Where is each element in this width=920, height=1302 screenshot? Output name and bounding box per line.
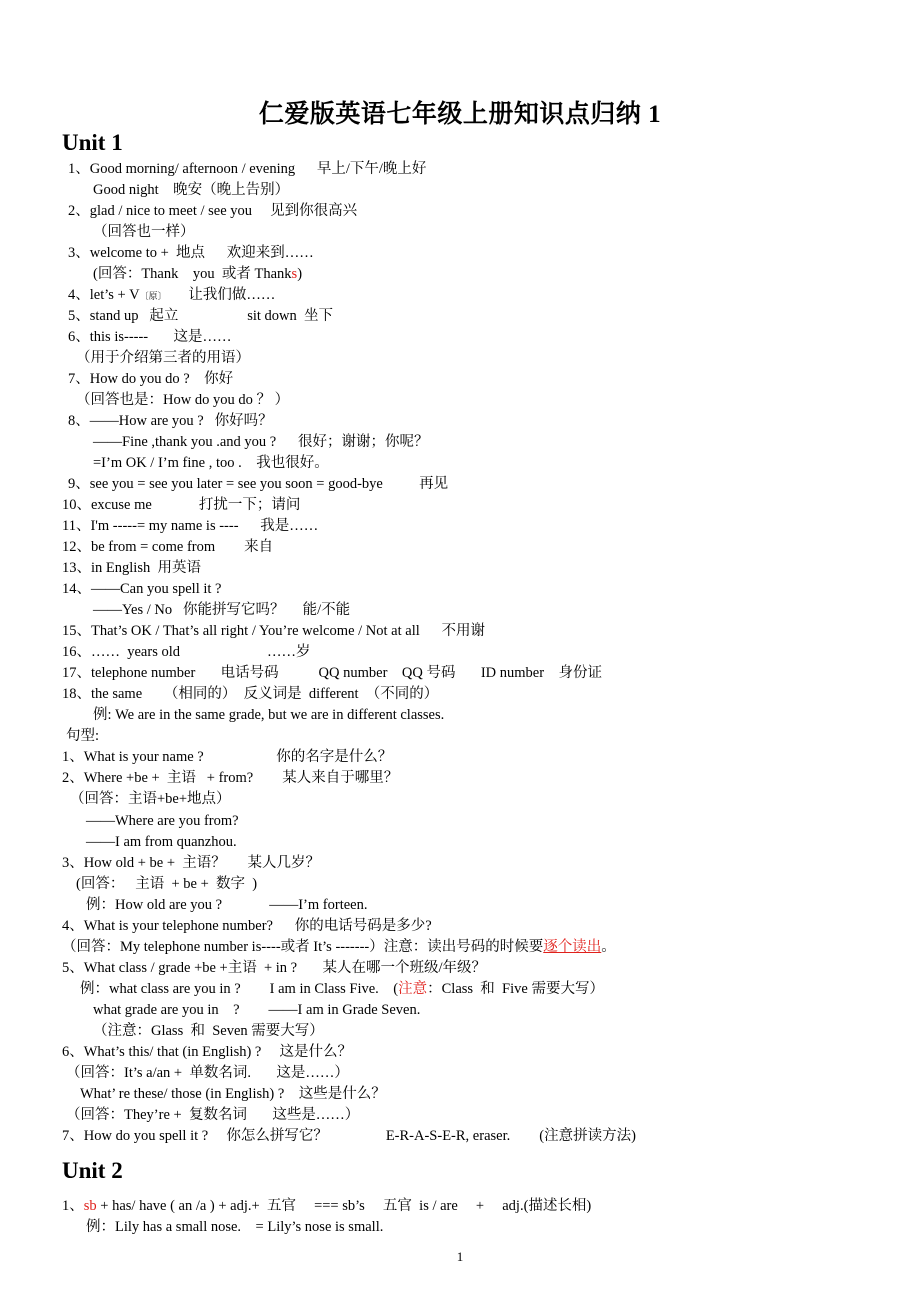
text-run: (回答：Thank you 或者 Thank xyxy=(93,266,292,282)
text-line: 4、What is your telephone number? 你的电话号码是多少? xyxy=(62,918,432,934)
text-line: 3、How old + be + 主语？ 某人几岁？ xyxy=(62,855,321,871)
text-line: 6、this is----- 这是…… xyxy=(68,329,232,345)
text-run: ) xyxy=(297,266,303,282)
highlighted-text: 逐个读出 xyxy=(543,939,602,955)
example-line: 例：How old are you ? ——I’m forteen. xyxy=(86,897,368,913)
text-line: what grade are you in ? ——I am in Grade Seven. xyxy=(93,1002,421,1018)
unit1-heading: Unit 1 xyxy=(62,130,123,155)
highlighted-text: sb xyxy=(83,1198,97,1214)
text-line: （回答：They’re + 复数名词 这些是……） xyxy=(66,1107,360,1123)
text-line: 2、Where +be + 主语 + from? 某人来自于哪里？ xyxy=(62,770,399,786)
text-line: （回答：主语+be+地点） xyxy=(70,791,231,807)
text-line: ——I am from quanzhou. xyxy=(86,834,237,850)
text-run: 4、let’s + V xyxy=(68,287,140,303)
text-run: 1、 xyxy=(62,1198,84,1214)
text-line: What’ re these/ those (in English) ? 这些是什么？ xyxy=(80,1086,386,1102)
text-line: =I’m OK / I’m fine , too . 我也很好。 xyxy=(93,455,329,471)
text-line: 12、be from = come from 来自 xyxy=(62,539,274,555)
text-line: ——Where are you from? xyxy=(86,813,239,829)
text-line: 2、glad / nice to meet / see you 见到你很高兴 xyxy=(68,203,358,219)
text-line: 13、in English 用英语 xyxy=(62,560,201,576)
text-run: 让我们做…… xyxy=(166,287,276,303)
text-line: Good night 晚安（晚上告别） xyxy=(93,182,290,198)
text-line: 17、telephone number 电话号码 QQ number QQ 号码 ID number 身份证 xyxy=(62,665,603,681)
highlighted-text: s xyxy=(291,266,298,282)
page-title: 仁爱版英语七年级上册知识点归纳 1 xyxy=(258,101,662,128)
text-line: （回答也一样） xyxy=(93,224,195,240)
text-line: 5、What class / grade +be +主语 + in ? 某人在哪一个班级/年级？ xyxy=(62,960,487,976)
subscript-note: 〔原〕 xyxy=(139,291,167,301)
text-line: 9、see you = see you later = see you soon = good-bye 再见 xyxy=(68,476,449,492)
text-line: 15、That’s OK / That’s all right / You’re welcome / Not at all 不用谢 xyxy=(62,623,485,639)
text-line xyxy=(93,264,302,284)
text-line xyxy=(62,937,616,957)
text-run: 例：what class are you in ? I am in Class Five. ( xyxy=(80,981,399,997)
text-line: 14、——Can you spell it ? xyxy=(62,581,222,597)
text-run: ：Class 和 Five 需要大写） xyxy=(427,981,604,997)
text-line: (回答： 主语 + be + 数字 ) xyxy=(76,876,258,892)
text-run: + has/ have ( an /a ) + adj.+ 五官 === sb’s 五官 is / are + adj.(描述长相) xyxy=(96,1198,592,1214)
example-line xyxy=(80,979,604,999)
text-line: 6、What’s this/ that (in English) ? 这是什么？ xyxy=(62,1044,352,1060)
unit2-heading: Unit 2 xyxy=(62,1158,123,1183)
text-line: （回答也是：How do you do ？ ） xyxy=(76,392,290,408)
text-line: ——Fine ,thank you .and you ? 很好；谢谢；你呢？ xyxy=(93,434,429,450)
text-line: 10、excuse me 打扰一下；请问 xyxy=(62,497,301,513)
text-line: 11、I'm -----= my name is ---- 我是…… xyxy=(62,518,319,534)
text-line: 18、the same （相同的） 反义词是 different （不同的） xyxy=(62,686,439,702)
text-line: 7、How do you do ? 你好 xyxy=(68,371,234,387)
example-line: 例: We are in the same grade, but we are in different classes. xyxy=(93,707,445,723)
text-line: 1、What is your name ? 你的名字是什么？ xyxy=(62,749,393,765)
text-line: 7、How do you spell it ? 你怎么拼写它？ E-R-A-S-E-R, eraser. (注意拼读方法) xyxy=(62,1128,636,1144)
text-line: （用于介绍第三者的用语） xyxy=(76,350,250,366)
section-label: 句型: xyxy=(66,728,100,744)
text-line: 1、Good morning/ afternoon / evening 早上/下午/晚上好 xyxy=(68,161,427,177)
text-line: （回答：It’s a/an + 单数名词. 这是……） xyxy=(66,1065,349,1081)
text-line: 5、stand up 起立 sit down 坐下 xyxy=(68,308,334,324)
text-line: 3、welcome to + 地点 欢迎来到…… xyxy=(68,245,314,261)
text-line: ——Yes / No 你能拼写它吗？ 能/不能 xyxy=(93,602,351,618)
highlighted-text: 注意 xyxy=(398,981,428,997)
text-line: （注意：Glass 和 Seven 需要大写） xyxy=(93,1023,324,1039)
text-run: 。 xyxy=(601,939,616,955)
text-line: 16、…… years old ……岁 xyxy=(62,644,311,660)
page-number: 1 xyxy=(456,1249,464,1264)
text-line xyxy=(62,1196,591,1216)
text-line: 8、——How are you ? 你好吗？ xyxy=(68,413,273,429)
text-run: （回答：My telephone number is----或者 It’s -------）注意：读出号码的时候要 xyxy=(62,939,544,955)
example-line: 例：Lily has a small nose. = Lily’s nose is small. xyxy=(86,1219,384,1235)
text-line xyxy=(68,285,275,306)
